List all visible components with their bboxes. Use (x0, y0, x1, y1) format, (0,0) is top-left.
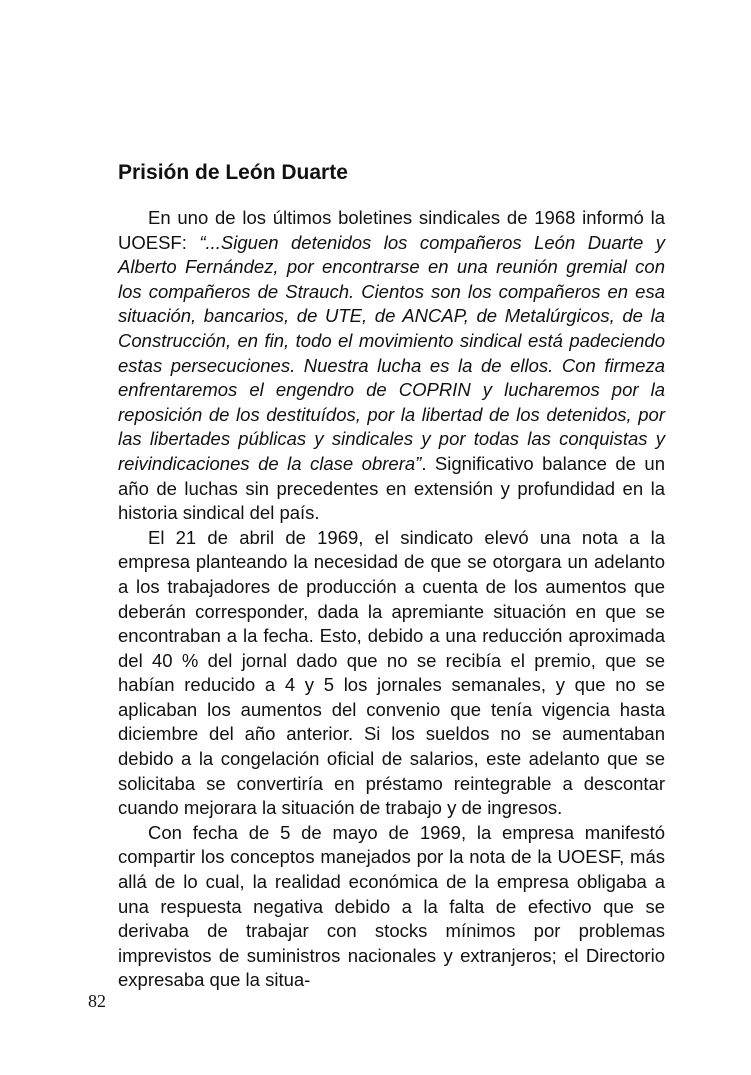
paragraph-1-intro: En uno de los últimos boletines sindicales de 1968 informó la UOESF: (118, 207, 665, 253)
paragraph-1 (118, 206, 665, 526)
paragraph-3: Con fecha de 5 de mayo de 1969, la empresa manifestó compartir los conceptos manejados por la nota de la UOESF, más allá de lo cual, la realidad económica de la empresa obligaba a una respuesta negativa debido a la falta de efectivo que se derivaba de trabajar con stocks mínimos por problemas imprevistos de suministros nacionales y extranjeros; el Directorio expresaba que la situa- (118, 821, 665, 991)
paragraph-2: El 21 de abril de 1969, el sindicato elevó una nota a la empresa planteando la necesidad de que se otorgara un adelanto a los trabajadores de producción a cuenta de los aumentos que deberán corresponder, dada la apremiante situación en que se encontraban a la fecha. Esto, debido a una reducción aproximada del 40 % del jornal dado que no se recibía el premio, que se habían reducido a 4 y 5 los jornales semanales, y que no se aplicaban los aumentos del convenio que tenía vigencia hasta diciembre del año anterior. Si los sueldos no se aumentaban debido a la congelación oficial de salarios, este adelanto que se solicitaba se convertiría en préstamo reintegrable a descontar cuando mejorara la situación de trabajo y de ingresos. (118, 526, 665, 819)
page-number: 82 (88, 991, 106, 1011)
union-bulletin-quote: “...Siguen detenidos los compañeros León Duarte y Alberto Fernández, por encontrarse en una reunión gremial con los compañeros de Strauch. Cientos son los compañeros en esa situación, bancarios, de UTE, de ANCAP, de Metalúrgicos, de la Construcción, en fin, todo el movimiento sindical está padeciendo estas persecuciones. Nuestra lucha es la de ellos. Con firmeza enfrentaremos el engendro de COPRIN y lucharemos por la reposición de los destituídos, por la libertad de los detenidos, por las libertades públicas y sindicales y por todas las conquistas y reivindicaciones de la clase obrera” (118, 231, 665, 474)
paragraph-1-outro: . Significativo balance de un año de luchas sin precedentes en extensión y profundidad en la historia sindical del país. (118, 452, 666, 524)
body-text (118, 206, 665, 993)
section-title: Prisión de León Duarte (118, 161, 348, 184)
